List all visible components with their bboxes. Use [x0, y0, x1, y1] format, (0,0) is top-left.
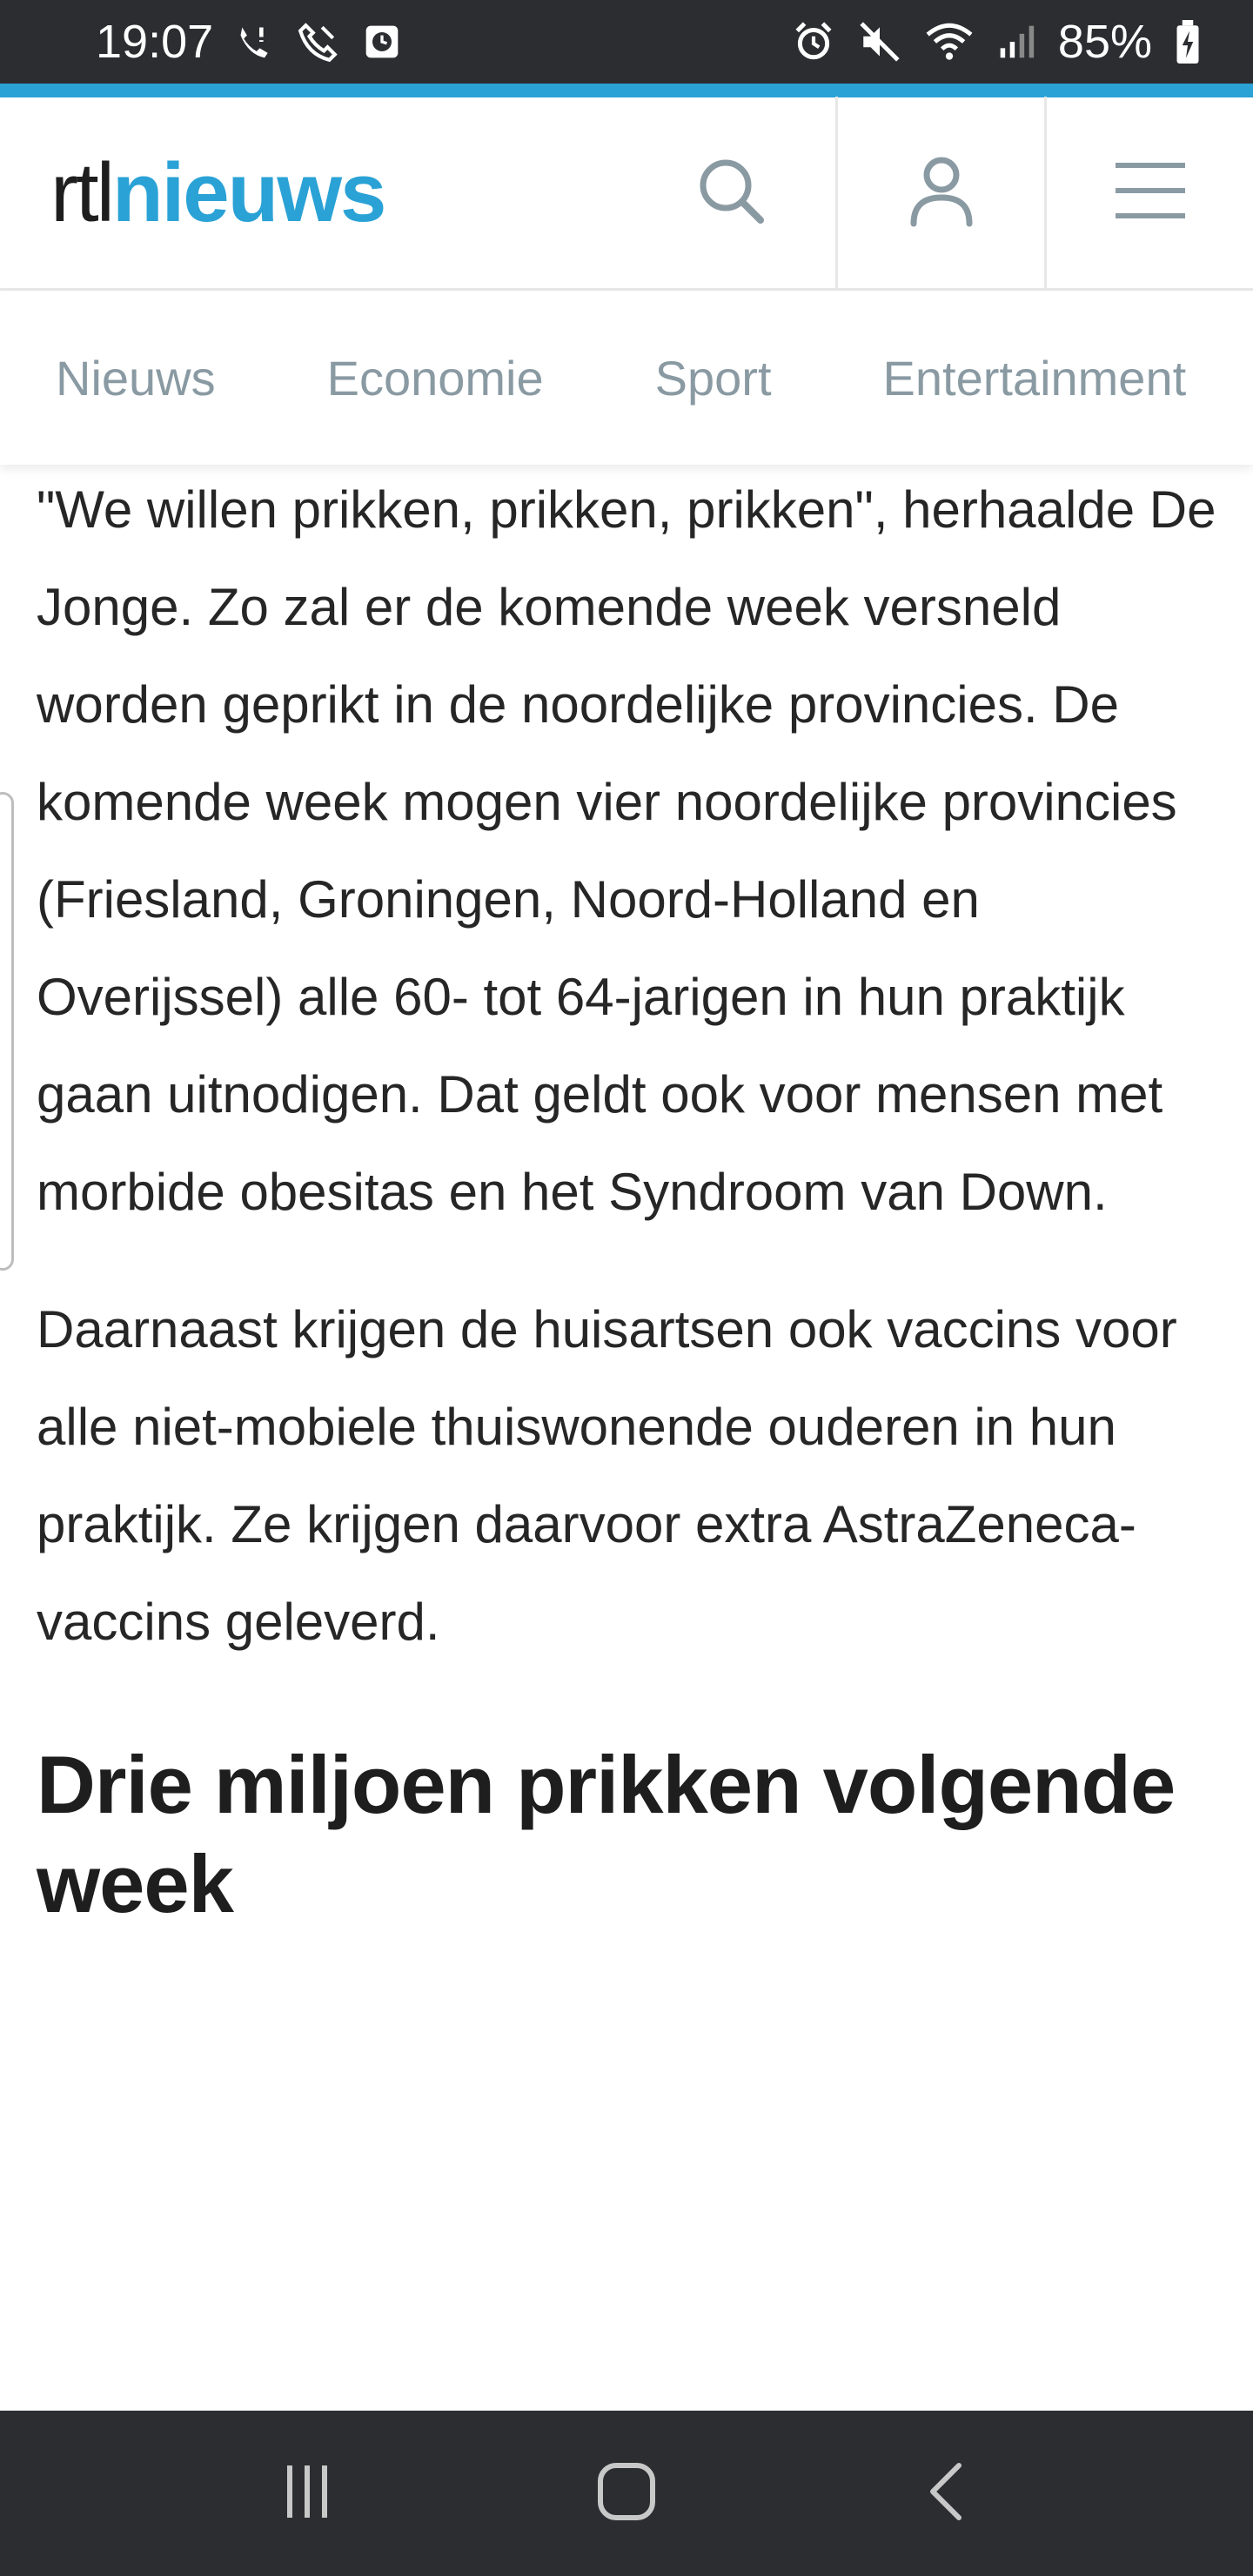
mute-icon: [858, 20, 901, 64]
logo-nieuws: nieuws: [111, 145, 385, 239]
nav-item-nieuws[interactable]: Nieuws: [56, 350, 216, 406]
menu-button[interactable]: [1044, 97, 1253, 290]
back-button[interactable]: [859, 2411, 1033, 2576]
nav-item-economie[interactable]: Economie: [326, 350, 544, 406]
nav-item-entertainment[interactable]: Entertainment: [882, 350, 1187, 406]
article-body: [37, 461, 1229, 1934]
category-nav: [0, 291, 1253, 465]
system-nav-bar: [0, 2411, 1253, 2576]
clock-app-icon: [363, 23, 401, 61]
home-icon: [596, 2461, 657, 2526]
missed-call-icon: [236, 23, 274, 61]
rtl-nieuws-logo[interactable]: [50, 145, 385, 239]
nav-item-sport[interactable]: Sport: [654, 350, 772, 406]
status-left: [96, 15, 401, 69]
back-icon: [924, 2461, 968, 2526]
search-button[interactable]: [626, 97, 835, 290]
battery-percent: 85%: [1057, 16, 1152, 68]
logo-rtl: rtl: [50, 145, 112, 239]
status-bar: [0, 0, 1253, 84]
recents-icon: [279, 2464, 335, 2524]
wifi-icon: [924, 20, 975, 64]
menu-icon: [1114, 160, 1187, 225]
alarm-icon: [792, 20, 835, 64]
edge-panel-handle[interactable]: [0, 792, 14, 1271]
recents-button[interactable]: [220, 2411, 394, 2576]
home-button[interactable]: [539, 2411, 714, 2576]
article-paragraph: Daarnaast krijgen de huisartsen ook vaccins voor alle niet-mobiele thuiswonende ouderen in hun praktijk. Ze krijgen daarvoor extra AstraZeneca-vaccins geleverd.: [37, 1300, 1177, 1651]
search-icon: [694, 154, 767, 231]
account-button[interactable]: [835, 97, 1044, 290]
phone-icon: [297, 20, 340, 64]
user-icon: [907, 154, 976, 231]
article-paragraph: "We willen prikken, prikken, prikken", herhaalde De Jonge. Zo zal er de komende week versneld worden geprikt in de noordelijke provincies. De komende week mogen vier noordelijke provincies (Friesland, Groningen, Noord-Holland en Overijssel) alle 60- tot 64-jarigen in hun praktijk gaan uitnodigen. Dat geldt ook voor mensen met morbide obesitas en het Syndroom van Down.: [37, 480, 1216, 1221]
status-right: [792, 15, 1201, 69]
article-subheading: Drie miljoen prikken volgende week: [37, 1739, 1176, 1929]
signal-icon: [997, 23, 1035, 61]
status-time: 19:07: [96, 16, 214, 68]
battery-charging-icon: [1175, 20, 1201, 64]
site-header: [0, 97, 1253, 291]
